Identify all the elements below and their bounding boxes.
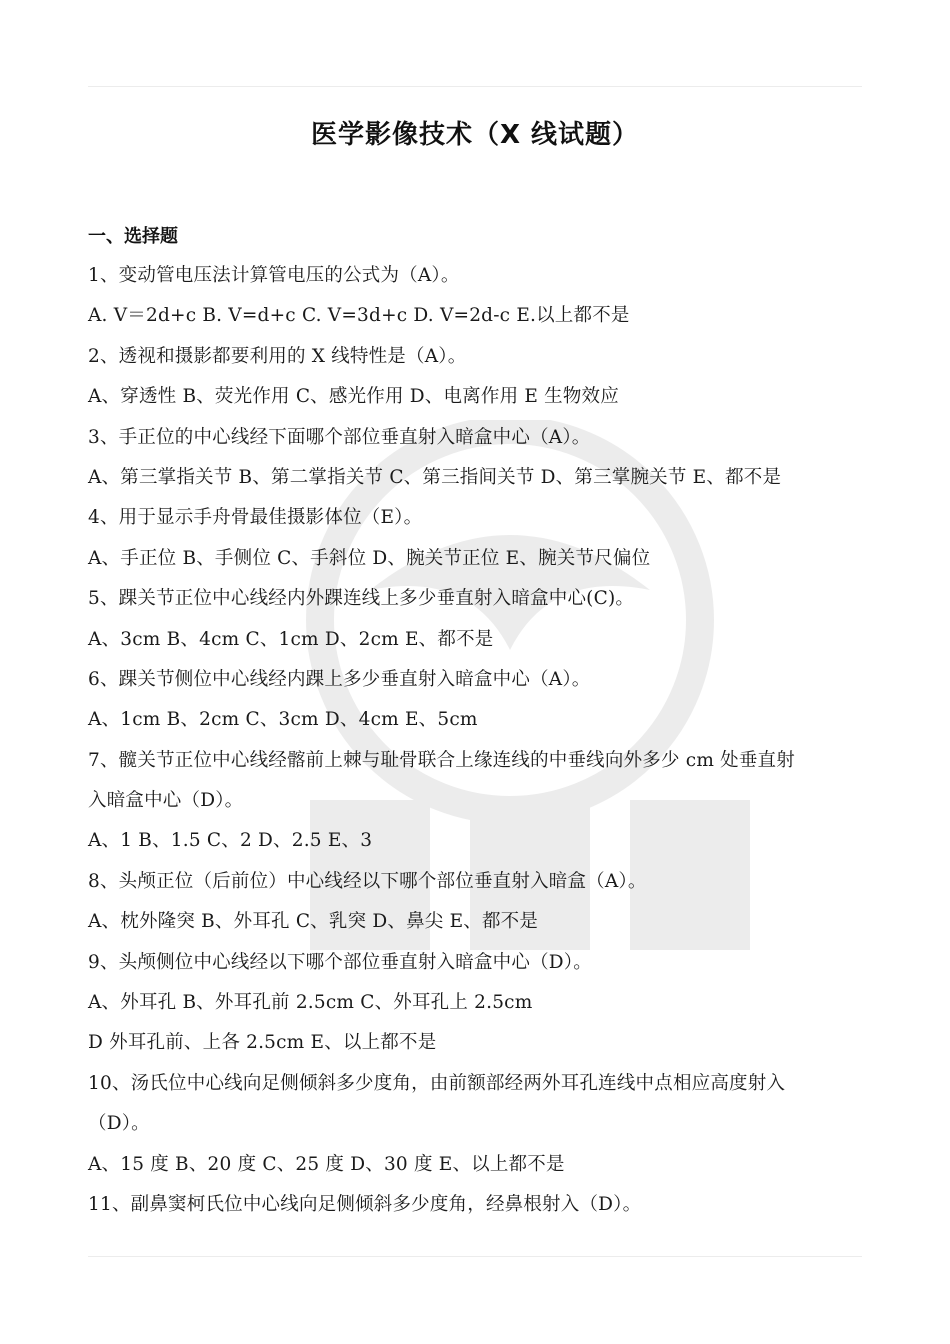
- question-text-continued: （D）。: [88, 1113, 150, 1135]
- section-heading: 一、选择题: [88, 226, 178, 247]
- answer-options: A、15 度 B、20 度 C、25 度 D、30 度 E、以上都不是: [88, 1153, 565, 1175]
- answer-options: A. V＝2d+c B. V=d+c C. V=3d+c D. V=2d-c E.以上都不是: [88, 305, 630, 327]
- question-text-continued: 入暗盒中心（D）。: [88, 790, 244, 812]
- question-text: 4、用于显示手舟骨最佳摄影体位（E）。: [88, 507, 423, 529]
- answer-options: A、3cm B、4cm C、1cm D、2cm E、都不是: [88, 628, 494, 650]
- answer-options: A、手正位 B、手侧位 C、手斜位 D、腕关节正位 E、腕关节尺偏位: [88, 547, 651, 569]
- question-text: 11、副鼻窦柯氏位中心线向足侧倾斜多少度角，经鼻根射入（D）。: [88, 1193, 642, 1215]
- question-text: 6、踝关节侧位中心线经内踝上多少垂直射入暗盒中心（A）。: [88, 668, 591, 690]
- answer-options: A、1cm B、2cm C、3cm D、4cm E、5cm: [88, 709, 478, 731]
- question-text: 10、汤氏位中心线向足侧倾斜多少度角，由前额部经两外耳孔连线中点相应高度射入: [88, 1072, 786, 1094]
- question-text: 2、透视和摄影都要利用的 X 线特性是（A）。: [88, 345, 467, 367]
- question-text: 8、头颅正位（后前位）中心线经以下哪个部位垂直射入暗盒（A）。: [88, 870, 647, 892]
- question-text: 1、变动管电压法计算管电压的公式为（A）。: [88, 265, 460, 286]
- footer-rule: [88, 1256, 862, 1257]
- question-text: 3、手正位的中心线经下面哪个部位垂直射入暗盒中心（A）。: [88, 426, 591, 448]
- question-list: [88, 262, 868, 1231]
- question-text: 7、髋关节正位中心线经髂前上棘与耻骨联合上缘连线的中垂线向外多少 cm 处垂直射: [88, 749, 795, 771]
- question-text: 5、踝关节正位中心线经内外踝连线上多少垂直射入暗盒中心(C)。: [88, 588, 635, 610]
- answer-options: A、1 B、1.5 C、2 D、2.5 E、3: [88, 830, 373, 852]
- answer-options: A、第三掌指关节 B、第二掌指关节 C、第三指间关节 D、第三掌腕关节 E、都不是: [88, 466, 782, 488]
- answer-options: A、枕外隆突 B、外耳孔 C、乳突 D、鼻尖 E、都不是: [88, 911, 539, 933]
- answer-options: A、外耳孔 B、外耳孔前 2.5cm C、外耳孔上 2.5cm: [88, 992, 533, 1014]
- answer-options: A、穿透性 B、荧光作用 C、感光作用 D、电离作用 E 生物效应: [88, 386, 619, 408]
- question-text: 9、头颅侧位中心线经以下哪个部位垂直射入暗盒中心（D）。: [88, 951, 592, 973]
- document-title: 医学影像技术（X 线试题）: [310, 120, 640, 150]
- header-rule: [88, 86, 862, 87]
- answer-options-continued: D 外耳孔前、上各 2.5cm E、以上都不是: [88, 1032, 437, 1054]
